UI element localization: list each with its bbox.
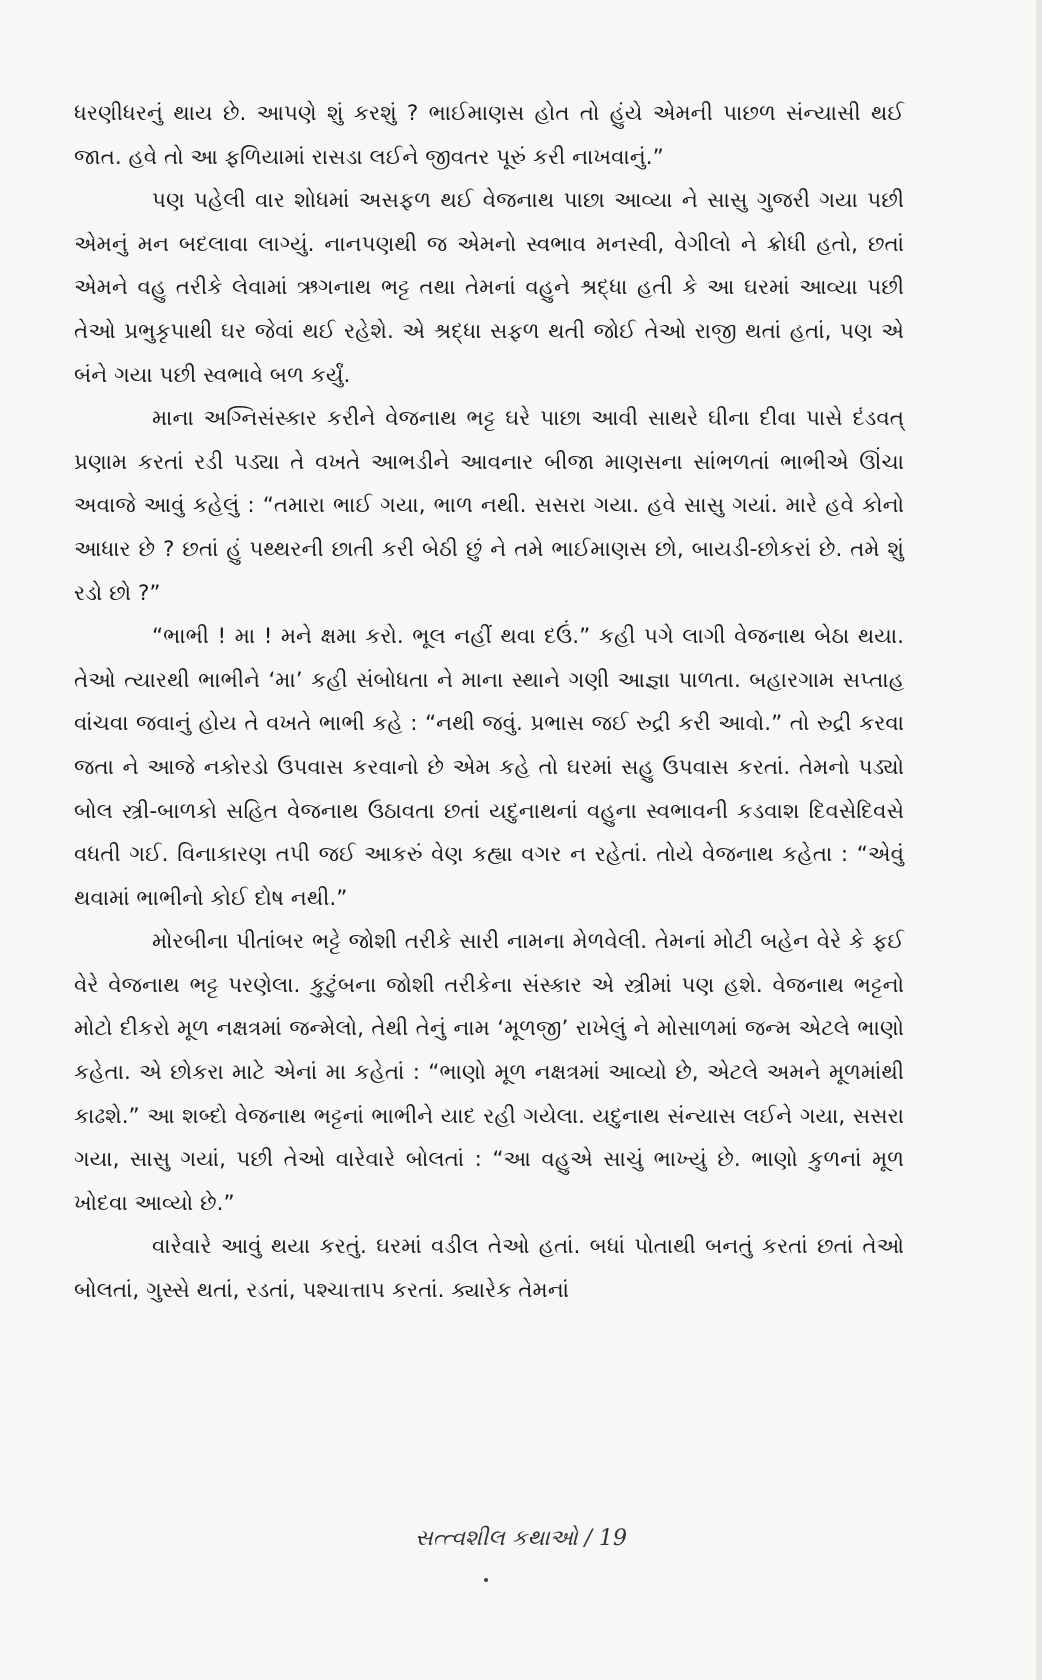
footer-separator: / <box>577 1526 599 1551</box>
page-number: 19 <box>598 1526 627 1551</box>
page-footer <box>0 1526 1042 1551</box>
paragraph-3: માના અગ્નિસંસ્કાર કરીને વેજનાથ ભટ્ટ ઘરે પાછા આવી સાથરે ઘીના દીવા પાસે દંડવત્ પ્રણામ કરતાં રડી પડ્યા તે વખતે આભડીને આવનાર બીજા માણસના સાંભળતાં ભાભીએ ઊંચા અવાજે આવું કહેલું : “તમારા ભાઈ ગયા, ભાળ નથી. સસરા ગયા. હવે સાસુ ગયાં. મારે હવે કોનો આધાર છે ? છતાં હું પથ્થરની છાતી કરી બેઠી છું ને તમે ભાઈમાણસ છો, બાયડી-છોકરાં છે. તમે શું રડો છો ?” <box>74 406 904 606</box>
paragraph-5: મોરબીના પીતાંબર ભટ્ટે જોશી તરીકે સારી નામના મેળવેલી. તેમનાં મોટી બહેન વેરે કે ફઈ વેરે વેજનાથ ભટ્ટ પરણેલા. કુટુંબના જોશી તરીકેના સંસ્કાર એ સ્ત્રીમાં પણ હશે. વેજનાથ ભટ્ટનો મોટો દીકરો મૂળ નક્ષત્રમાં જન્મેલો, તેથી તેનું નામ ‘મૂળજી’ રાખેલું ને મોસાળમાં જન્મ એટલે ભાણો કહેતા. એ છોકરા માટે એનાં મા કહેતાં : “ભાણો મૂળ નક્ષત્રમાં આવ્યો છે, એટલે અમને મૂળમાંથી કાઢશે.” આ શબ્દો વેજનાથ ભટ્ટનાં ભાભીને યાદ રહી ગયેલા. યદુનાથ સંન્યાસ લઈને ગયા, સસરા ગયા, સાસુ ગયાં, પછી તેઓ વારેવારે બોલતાં : “આ વહુએ સાચું ભાખ્યું છે. ભાણો કુળનાં મૂળ ખોદવા આવ્યો છે.” <box>74 929 904 1216</box>
print-speck <box>484 1578 488 1582</box>
paragraph-6: વારેવારે આવું થયા કરતું. ઘરમાં વડીલ તેઓ હતાં. બધાં પોતાથી બનતું કરતાં છતાં તેઓ બોલતાં, ગુસ્સે થતાં, રડતાં, પશ્ચાત્તાપ કરતાં. ક્યારેક તેમનાં <box>74 1234 904 1304</box>
paragraph-4: “ભાભી ! મા ! મને ક્ષમા કરો. ભૂલ નહીં થવા દઉં.” કહી પગે લાગી વેજનાથ બેઠા થયા. તેઓ ત્યારથી ભાભીને ‘મા’ કહી સંબોધતા ને માના સ્થાને ગણી આજ્ઞા પાળતા. બહારગામ સપ્તાહ વાંચવા જવાનું હોય તે વખતે ભાભી કહે : “નથી જવું. પ્રભાસ જઈ રુદ્રી કરી આવો.” તો રુદ્રી કરવા જતા ને આજે નકોરડો ઉપવાસ કરવાનો છે એમ કહે તો ઘરમાં સહુ ઉપવાસ કરતાં. તેમનો પડ્યો બોલ સ્ત્રી-બાળકો સહિત વેજનાથ ઉઠાવતા છતાં યદુનાથનાં વહુના સ્વભાવની કડવાશ દિવસેદિવસે વધતી ગઈ. વિનાકારણ તપી જઈ આકરું વેણ કહ્યા વગર ન રહેતાં. તોયે વેજનાથ કહેતા : “એવું થવામાં ભાભીનો કોઈ દોષ નથી.” <box>74 624 904 911</box>
body-text <box>74 92 904 1313</box>
paragraph-1: ધરણીધરનું થાય છે. આપણે શું કરશું ? ભાઈમાણસ હોત તો હુંયે એમની પાછળ સંન્યાસી થઈ જાત. હવે તો આ ફળિયામાં રાસડા લઈને જીવતર પૂરું કરી નાખવાનું.” <box>74 101 904 170</box>
page-edge <box>1036 0 1042 1680</box>
paragraph-2: પણ પહેલી વાર શોધમાં અસફળ થઈ વેજનાથ પાછા આવ્યા ને સાસુ ગુજરી ગયા પછી એમનું મન બદલાવા લાગ્યું. નાનપણથી જ એમનો સ્વભાવ મનસ્વી, વેગીલો ને ક્રોધી હતો, છતાં એમને વહુ તરીકે લેવામાં ઋગનાથ ભટ્ટ તથા તેમનાં વહુને શ્રદ્ધા હતી કે આ ઘરમાં આવ્યા પછી તેઓ પ્રભુકૃપાથી ઘર જેવાં થઈ રહેશે. એ શ્રદ્ધા સફળ થતી જોઈ તેઓ રાજી થતાં હતાં, પણ એ બંને ગયા પછી સ્વભાવે બળ કર્યું. <box>74 188 904 388</box>
book-title: સત્ત્વશીલ કથાઓ <box>415 1526 578 1551</box>
